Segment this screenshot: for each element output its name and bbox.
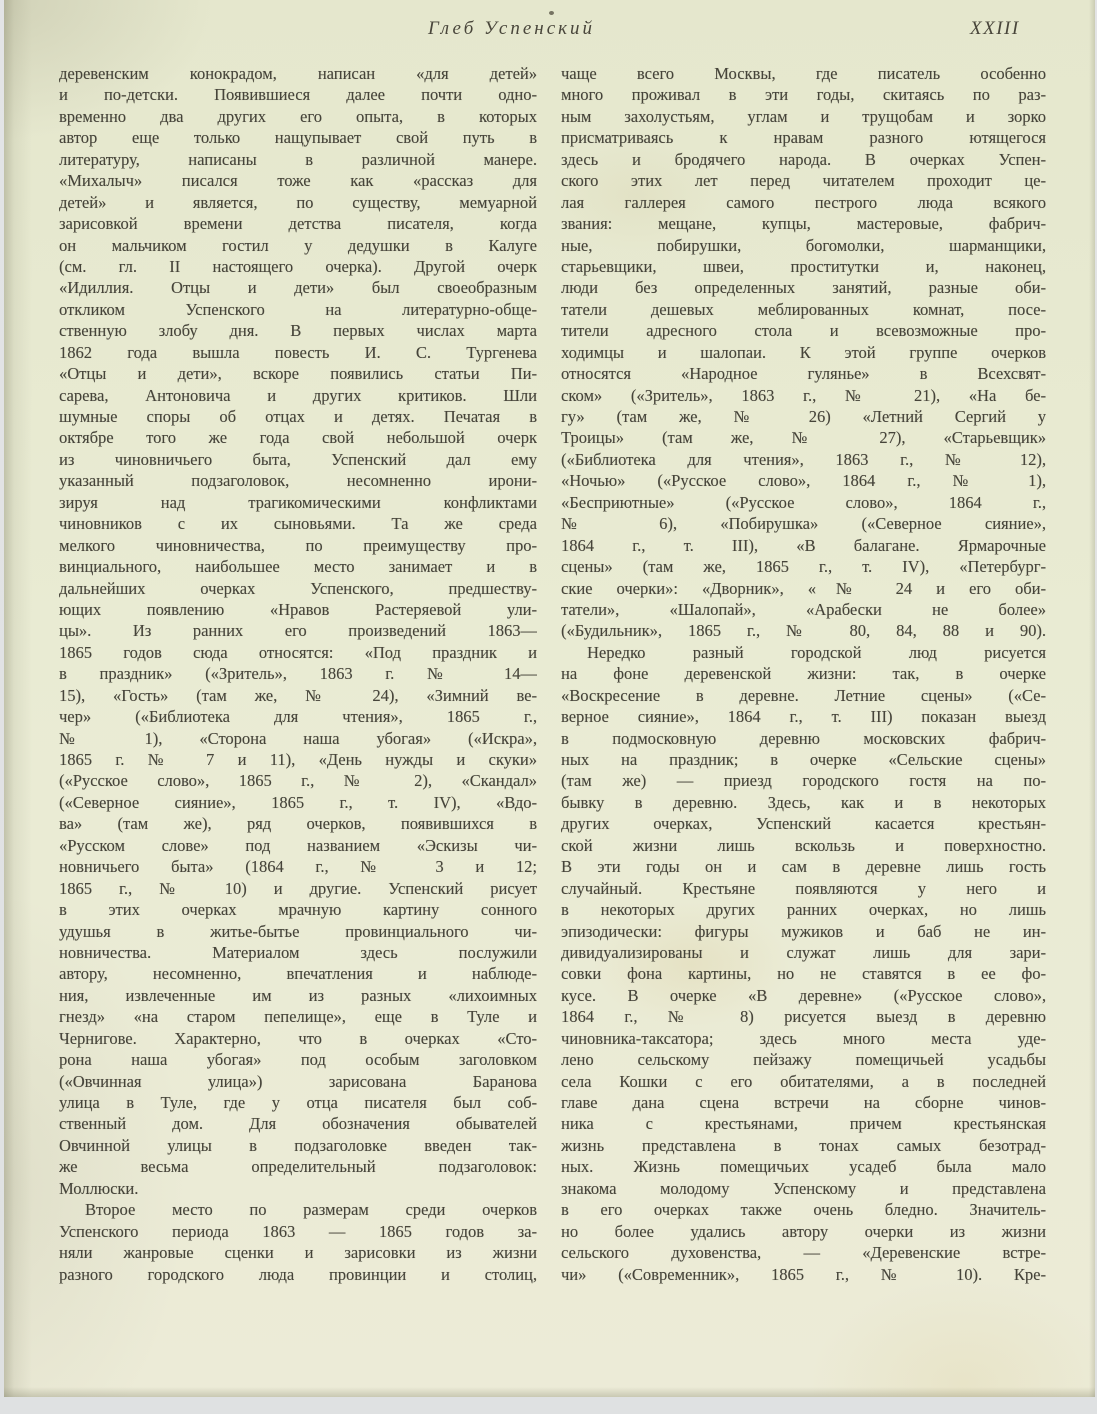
text-line: 15), «Гость» (там же, № 24), «Зимний ве- bbox=[59, 685, 537, 705]
text-line: литературу, написаны в различной манере. bbox=[59, 149, 537, 169]
text-line: здесь и бродячего народа. В очерках Успен- bbox=[561, 149, 1046, 169]
text-line: ных на праздник; в очерке «Сельские сцены» bbox=[561, 750, 1046, 769]
text-line: кусе. В очерке «В деревне» («Русское слово», bbox=[561, 985, 1046, 1005]
text-line: Второе место по размерам среди очерков bbox=[85, 1200, 537, 1220]
text-line: («Овчинная улица») зарисована Баранова bbox=[59, 1071, 537, 1091]
text-line: из чиновничьего быта, Успенский дал ему bbox=[59, 449, 537, 469]
text-line: рона наша убогая» под особым заголовком bbox=[59, 1050, 537, 1070]
text-line: лено сельскому пейзажу помещичьей усадьбы bbox=[561, 1050, 1046, 1070]
text-line: № 1), «Сторона наша убогая» («Искра», bbox=[59, 728, 537, 748]
text-line: верное сияние», 1864 г., т. III) показан выезд bbox=[561, 707, 1046, 727]
text-line: ского этих лет перед читателем проходит це- bbox=[561, 171, 1046, 191]
text-line: сарева, Антоновича и других критиков. Шли bbox=[59, 385, 537, 405]
text-line: новничества. Материалом здесь послужили bbox=[59, 942, 537, 962]
text-line: ным захолустьям, углам и трущобам и зорко bbox=[561, 106, 1046, 126]
text-line: Моллюски. bbox=[59, 1178, 139, 1198]
text-line: ющих появлению «Нравов Растеряевой ули- bbox=[59, 599, 537, 619]
text-line: татели», «Шалопай», «Арабески не более» bbox=[561, 599, 1046, 619]
text-line: Троицы» (там же, № 27), «Старьевщик» bbox=[561, 428, 1046, 448]
text-line: автор еще только нащупывает свой путь в bbox=[59, 128, 537, 148]
text-line: главе дана сцена встречи на сборне чинов- bbox=[561, 1093, 1046, 1112]
text-line: дальнейших очерках Успенского, предшеству- bbox=[59, 578, 537, 598]
text-line: бывку в деревню. Здесь, как и в некоторых bbox=[561, 792, 1046, 812]
text-line: в подмосковную деревню московских фабрич- bbox=[561, 728, 1046, 748]
text-line: зируя над трагикомическими конфликтами bbox=[59, 492, 537, 512]
text-line: старьевщики, швеи, проститутки и, наконец, bbox=[561, 256, 1046, 276]
text-line: ва» (там же), ряд очерков, появившихся в bbox=[59, 814, 537, 834]
text-line: села Кошки с его обитателями, а в последней bbox=[561, 1071, 1046, 1091]
text-line: присматриваясь к нравам разного ютящегося bbox=[561, 128, 1046, 148]
text-line: 1865 годов сюда относятся: «Под праздник и bbox=[59, 642, 537, 662]
text-line: гнезд» «на старом пепелище», еще в Туле и bbox=[59, 1007, 537, 1027]
text-line: в праздник» («Зритель», 1863 г. № 14— bbox=[59, 664, 537, 684]
text-line: («Русское слово», 1865 г., № 2), «Скандал» bbox=[59, 771, 537, 791]
text-line: люди без определенных занятий, разные оби- bbox=[561, 278, 1046, 298]
text-line: но более удались автору очерки из жизни bbox=[561, 1221, 1046, 1241]
text-line: «Бесприютные» («Русское слово», 1864 г., bbox=[561, 492, 1046, 512]
text-line: в этих очерках мрачную картину сонного bbox=[59, 900, 537, 920]
text-line: деревенским конокрадом, написан «для детей» bbox=[59, 64, 537, 83]
text-line: винциального, наибольшее место занимает и в bbox=[59, 557, 537, 577]
left-column bbox=[59, 63, 537, 1285]
text-line: чаще всего Москвы, где писатель особенно bbox=[561, 64, 1046, 83]
text-line: «Ночью» («Русское слово», 1864 г., № 1), bbox=[561, 471, 1046, 491]
text-line: «Воскресение в деревне. Летние сцены» («Се- bbox=[561, 685, 1046, 705]
text-line: относятся «Народное гулянье» в Всехсвят- bbox=[561, 364, 1046, 384]
page-number: XXIII bbox=[970, 18, 1020, 39]
text-line: ные, побирушки, богомолки, шарманщики, bbox=[561, 235, 1046, 255]
text-line: 1864 г., т. III), «В балагане. Ярмарочные bbox=[561, 535, 1046, 555]
text-line: 1862 года вышла повесть И. С. Тургенева bbox=[59, 342, 537, 362]
text-line: няли жанровые сценки и зарисовки из жизни bbox=[59, 1243, 537, 1263]
text-line: он мальчиком гостил у дедушки в Калуге bbox=[59, 235, 537, 255]
text-line: случайный. Крестьяне появляются у него и bbox=[561, 878, 1046, 898]
text-line: автору, несомненно, впечатления и наблюде- bbox=[59, 964, 537, 984]
text-line: Нередко разный городской люд рисуется bbox=[587, 642, 1046, 662]
text-line: гу» (там же, № 26) «Летний Сергий у bbox=[561, 407, 1046, 426]
text-line: чер» («Библиотека для чтения», 1865 г., bbox=[59, 707, 537, 727]
text-line: ственный дом. Для обозначения обывателей bbox=[59, 1114, 537, 1134]
text-line: 1864 г., № 8) рисуется выезд в деревню bbox=[561, 1007, 1046, 1027]
text-line: и по-детски. Появившиеся далее почти одно- bbox=[59, 85, 537, 105]
text-line: других очерках, Успенский касается крестьян- bbox=[561, 814, 1046, 834]
text-line: сцены» (там же, 1865 г., т. IV), «Петербург- bbox=[561, 557, 1046, 577]
text-line: («Будильник», 1865 г., № 80, 84, 88 и 90). bbox=[561, 621, 1046, 641]
text-line: Чернигове. Характерно, что в очерках «Сто- bbox=[59, 1028, 537, 1048]
ink-speck bbox=[549, 11, 554, 15]
text-line: улица в Туле, где у отца писателя был соб- bbox=[59, 1093, 537, 1112]
text-line: знакома молодому Успенскому и представлена bbox=[561, 1178, 1046, 1198]
text-line: («Библиотека для чтения», 1863 г., № 12), bbox=[561, 449, 1046, 469]
text-line: много проживал в эти годы, скитаясь по раз- bbox=[561, 85, 1046, 105]
running-title: Глеб Успенский bbox=[428, 18, 596, 39]
right-column bbox=[561, 63, 1046, 1285]
text-line: «Отцы и дети», вскоре появились статьи Пи- bbox=[59, 364, 537, 384]
text-line: (там же) — приезд городского гостя на по- bbox=[561, 771, 1046, 791]
text-line: № 6), «Побирушка» («Северное сияние», bbox=[561, 514, 1046, 534]
text-line: ных. Жизнь помещичьих усадеб была мало bbox=[561, 1157, 1046, 1177]
text-line: «Михалыч» писался тоже как «рассказ для bbox=[59, 171, 537, 191]
text-line: ника с крестьянами, причем крестьянская bbox=[561, 1114, 1046, 1134]
text-line: Овчинной улицы в подзаголовке введен так- bbox=[59, 1135, 537, 1155]
text-line: эпизодически: фигуры мужиков и баб не ин- bbox=[561, 921, 1046, 941]
text-line: новничьего быта» (1864 г., № 3 и 12; bbox=[59, 857, 537, 877]
text-line: мелкого чиновничества, по преимуществу про- bbox=[59, 535, 537, 555]
text-line: тители адресного стола и всевозможные про- bbox=[561, 321, 1046, 341]
text-line: (см. гл. II настоящего очерка). Другой очерк bbox=[59, 256, 537, 276]
text-line: дивидуализированы и служат лишь для зари- bbox=[561, 942, 1046, 962]
text-line: в его очерках также очень бледно. Значитель- bbox=[561, 1200, 1046, 1220]
text-line: цы». Из ранних его произведений 1863— bbox=[59, 621, 537, 641]
text-line: временно два других его опыта, в которых bbox=[59, 106, 537, 126]
text-line: ходимцы и шалопаи. К этой группе очерков bbox=[561, 342, 1046, 362]
text-line: указанный подзаголовок, несомненно ирони- bbox=[59, 471, 537, 491]
text-line: чиновника-таксатора; здесь много места уде- bbox=[561, 1028, 1046, 1048]
text-line: откликом Успенского на литературно-обще- bbox=[59, 299, 537, 319]
text-line: сельского духовенства, — «Деревенские встре- bbox=[561, 1243, 1046, 1263]
text-line: 1865 г., № 10) и другие. Успенский рисует bbox=[59, 878, 537, 898]
text-line: ственную злобу дня. В первых числах марта bbox=[59, 321, 537, 341]
text-line: октябре того же года свой небольшой очерк bbox=[59, 428, 537, 448]
text-line: В эти годы он и сам в деревне лишь гость bbox=[561, 857, 1046, 877]
text-line: Успенского периода 1863 — 1865 годов за- bbox=[59, 1221, 537, 1241]
text-line: татели дешевых меблированных комнат, посе- bbox=[561, 299, 1046, 319]
text-line: ской жизни лишь вскользь и поверхностно. bbox=[561, 835, 1046, 855]
text-line: жизнь представлена в тонах самых безотрад- bbox=[561, 1135, 1046, 1155]
text-line: «Русском слове» под названием «Эскизы чи- bbox=[59, 835, 537, 855]
book-page bbox=[4, 0, 1095, 1397]
text-line: чи» («Современник», 1865 г., № 10). Кре- bbox=[561, 1264, 1046, 1284]
text-line: «Идиллия. Отцы и дети» был своеобразным bbox=[59, 278, 537, 298]
text-line: лая галлерея самого пестрого люда всякого bbox=[561, 192, 1046, 212]
text-line: зарисовкой времени детства писателя, когда bbox=[59, 214, 537, 234]
text-line: ском» («Зритель», 1863 г., № 21), «На бе- bbox=[561, 385, 1046, 405]
text-line: 1865 г. № 7 и 11), «День нужды и скуки» bbox=[59, 750, 537, 769]
text-line: детей» и является, по существу, мемуарной bbox=[59, 192, 537, 212]
text-line: шумные споры об отцах и детях. Печатая в bbox=[59, 407, 537, 426]
text-line: звания: мещане, купцы, мастеровые, фабрич- bbox=[561, 214, 1046, 234]
text-line: на фоне деревенской жизни: так, в очерке bbox=[561, 664, 1046, 684]
text-line: ские очерки»: «Дворник», «№ 24 и его оби- bbox=[561, 578, 1046, 598]
text-line: разного городского люда провинции и столиц, bbox=[59, 1264, 537, 1284]
text-line: в некоторых других ранних очерках, но лишь bbox=[561, 900, 1046, 920]
text-line: ния, извлеченные им из разных «лихоимных bbox=[59, 985, 537, 1005]
text-line: («Северное сияние», 1865 г., т. IV), «Вдо- bbox=[59, 792, 537, 812]
text-line: чиновников с их сыновьями. Та же среда bbox=[59, 514, 537, 534]
text-line: же весьма определительный подзаголовок: bbox=[59, 1157, 537, 1177]
text-line: совки фона картины, но не ставятся в ее фо- bbox=[561, 964, 1046, 984]
text-line: удушья в житье-бытье провинциального чи- bbox=[59, 921, 537, 941]
